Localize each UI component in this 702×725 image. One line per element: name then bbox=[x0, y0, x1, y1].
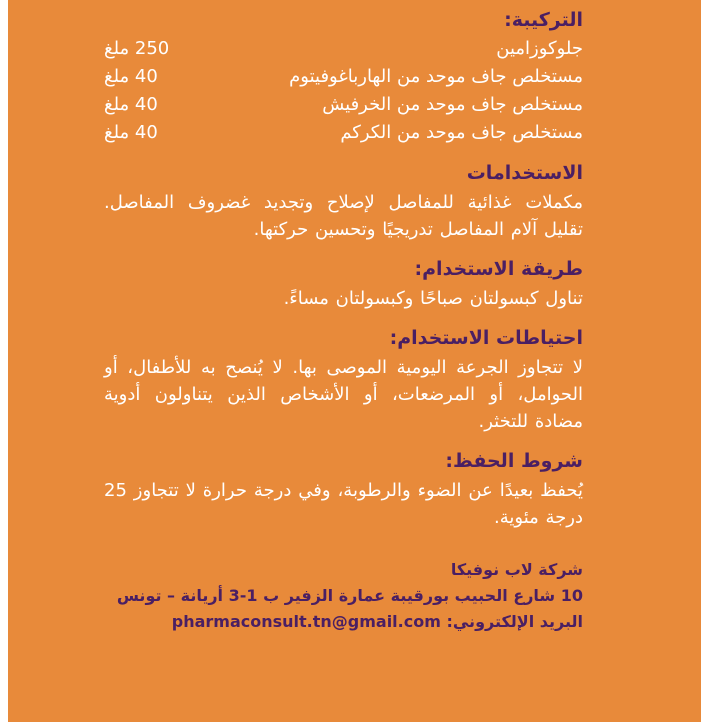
ingredient-dose: 250 ملغ bbox=[104, 38, 170, 59]
composition-section bbox=[104, 8, 583, 147]
directions-heading: طريقة الاستخدام: bbox=[414, 258, 583, 280]
ingredient-name: مستخلص جاف موحد من الخرفيش bbox=[322, 94, 583, 115]
composition-row bbox=[104, 35, 583, 63]
precautions-section bbox=[104, 326, 583, 435]
email-address: pharmaconsult.tn@gmail.com bbox=[171, 612, 441, 631]
storage-section bbox=[104, 449, 583, 531]
storage-text: يُحفظ بعيدًا عن الضوء والرطوبة، وفي درجة حرارة لا تتجاوز 25 درجة مئوية. bbox=[104, 480, 583, 528]
ingredient-dose: 40 ملغ bbox=[104, 94, 158, 115]
ingredient-name: جلوكوزامين bbox=[496, 38, 583, 59]
uses-section bbox=[104, 161, 583, 243]
directions-text: تناول كبسولتان صباحًا وكبسولتان مساءً. bbox=[283, 288, 583, 309]
directions-section bbox=[104, 257, 583, 312]
company-name: شركة لاب نوفيكا bbox=[450, 560, 583, 579]
composition-table bbox=[104, 35, 583, 147]
composition-row bbox=[104, 91, 583, 119]
ingredient-dose: 40 ملغ bbox=[104, 66, 158, 87]
company-address: 10 شارع الحبيب بورقيبة عمارة الزفير ب 1-3 أريانة – تونس bbox=[116, 586, 583, 605]
storage-heading: شروط الحفظ: bbox=[445, 450, 583, 472]
ingredient-name: مستخلص جاف موحد من الكركم bbox=[340, 122, 583, 143]
precautions-text: لا تتجاوز الجرعة اليومية الموصى بها. لا يُنصح به للأطفال، أو الحوامل، أو المرضعات، أو الأشخاص الذين يتناولون أدوية مضادة للتخثر. bbox=[104, 357, 583, 432]
uses-heading: الاستخدامات bbox=[466, 162, 583, 184]
composition-row bbox=[104, 119, 583, 147]
leaflet-panel bbox=[8, 0, 701, 722]
uses-text: مكملات غذائية للمفاصل لإصلاح وتجديد غضروف المفاصل. تقليل آلام المفاصل تدريجيًا وتحسين حركتها. bbox=[104, 192, 583, 240]
ingredient-name: مستخلص جاف موحد من الهارباغوفيتوم bbox=[289, 66, 583, 87]
ingredient-dose: 40 ملغ bbox=[104, 122, 158, 143]
composition-row bbox=[104, 63, 583, 91]
composition-heading: التركيبة: bbox=[504, 9, 583, 31]
email-label: البريد الإلكتروني: bbox=[446, 612, 583, 631]
company-email-line bbox=[104, 609, 583, 635]
company-block bbox=[104, 557, 583, 635]
precautions-heading: احتياطات الاستخدام: bbox=[389, 327, 583, 349]
